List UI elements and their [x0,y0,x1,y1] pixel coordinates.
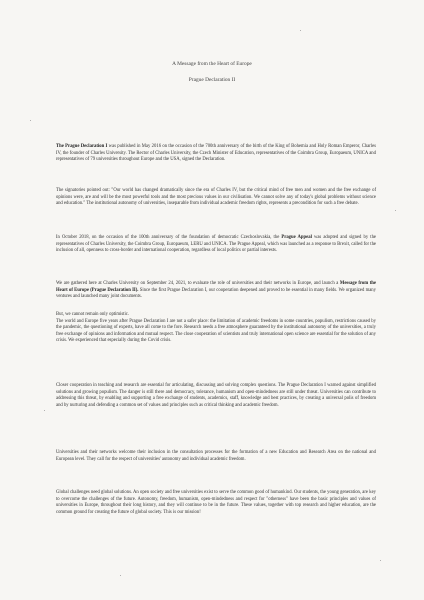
paragraph-8 [56,490,376,516]
document-subheading: Prague Declaration II [188,77,236,83]
document-heading: A Message from the Heart of Europe [172,61,252,67]
scan-speck [380,560,381,561]
scan-speck [300,30,301,31]
paragraph-6 [56,383,376,409]
scan-speck [120,575,121,576]
paragraph-5 [56,312,376,345]
paragraph-text: was published in May 2016 on the occasion of the 700th anniversary of the birth of the King of Bohemia and Holy Roman Emperor, Charles IV, the founder of Charles University. The Rector of Charles University, the Czech Minister of Education, representatives of the Coimbra Group, Europaeum, UNICA and representatives of 79 universities throughout Europe and the USA, signed the Declaration. [56,144,377,162]
paragraph-text: We are gathered here at Charles University on September 24, 2021, to evaluate the role of universities and their networks in Europe, and launch a [56,281,340,286]
paragraph-text: Universities and their networks welcome their inclusion in the consultation processes for the formation of a new Education and Research Area on the national and European level. They call for the respect of universities' autonomy and individual academic freedom. [56,450,376,462]
paragraph-text: was adopted and signed by the representatives of Charles University, the Coimbra Group, Europaeum, LERU and UNICA. The Prague Appeal, which was launched as a response to Brexit, called for the inclusion of all, openness to cross-border and international cooperation, regardless of local politics or partial interests. [56,235,376,253]
paragraph-1 [56,144,376,164]
paragraph-text: The signatories pointed out: "Our world has changed dramatically since the era of Charles IV, but the critical mind of free men and women and the free exchange of opinions were, are and will be the most powerful tools and the most precious values in our civilisation. We cannot solve any of today's global problems without science and education." The institutional autonomy of universities, inseparable from individual academic freedom rights, represents a precondition for such a free debate. [56,188,376,206]
bold-phrase: Prague Appeal [281,235,312,240]
paragraph-4 [56,281,376,301]
paragraph-text: But, we cannot remain only optimistic. The world and Europe five years after Prague Declaration I are not a safer place: the limitation of academic freedoms in some countries, populism, restrictions caused by the pandemic, the questioning of experts, have all come to the fore. Research needs a free atmosphere guaranteed by the institutional autonomy of the universities, a truly free exchange of opinions and information and mutual respect. The close cooperation of scientists and truly international open science are essential for the solution of any crisis. We experienced that especially during the Covid crisis. [56,312,376,343]
bold-phrase: Message from the Heart of Europe (Prague Declaration II). [56,281,376,293]
scan-speck [395,210,396,211]
paragraph-2 [56,188,376,208]
paragraph-text: In October 2018, on the occasion of the 100th anniversary of the foundation of democratic Czechoslovakia, the [56,235,282,240]
paragraph-7 [56,450,376,463]
paragraph-text: Closer cooperation in teaching and research are essential for articulating, discussing and solving complex questions. The Prague Declaration I warned against simplified solutions and growing populism. The danger is still there and democracy, tolerance, humanism and open-mindedness are still under threat. Universities can contribute to addressing this threat, by enabling and supporting a free exchange of students, academics, staff, knowledge and best practices, by creating a universal polis of freedom and by nurturing and defending a common set of values and principles such as critical thinking and academic freedom. [56,383,376,408]
scan-speck [44,410,45,411]
paragraph-3 [56,235,376,255]
paragraph-text: Since the first Prague Declaration I, our cooperation deepened and proved to be essential in many fields. We organized many ventures and launched many joint documents. [56,287,376,299]
paragraph-text: Global challenges need global solutions. An open society and free universities exist to serve the common good of humankind. Our students, the young generation, are key to overcome the challenges of the future. Autonomy, freedom, humanism, open-mindedness and respect for "otherness" have been the basic principles and values of universities in Europe, throughout their long history, and they will continue to be in the future. These values, together with top research and higher education, are the common ground for creating the future of global society. This is our mission! [56,490,376,515]
bold-lead: The Prague Declaration I [56,144,108,149]
scan-speck [30,120,31,121]
